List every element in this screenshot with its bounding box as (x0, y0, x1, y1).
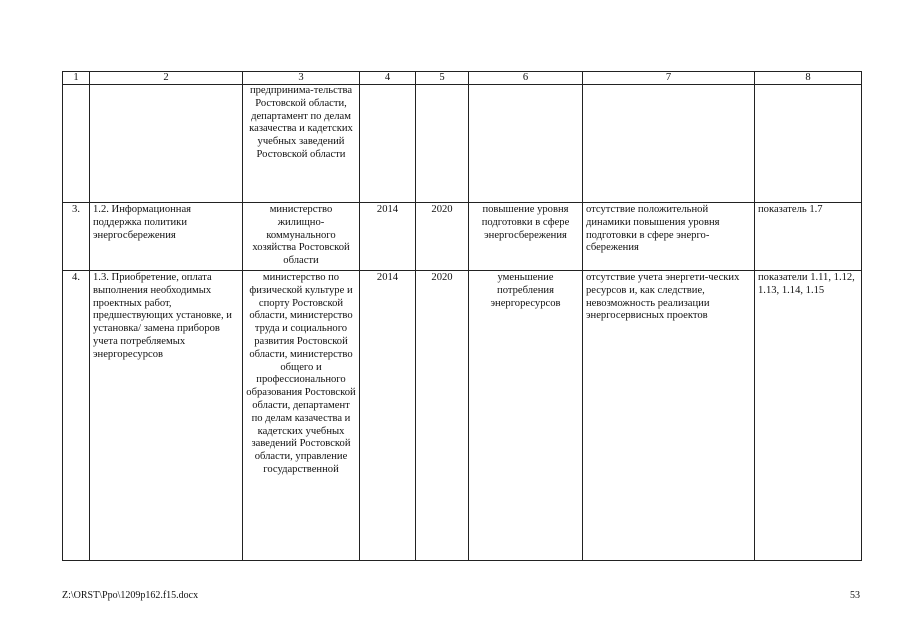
measure-name: 1.2. Информационная поддержка политики энергосбережения (90, 203, 243, 271)
expected-result (469, 85, 583, 203)
related-indicator: показатель 1.7 (755, 203, 862, 271)
col-header-6: 6 (469, 72, 583, 85)
expected-result: уменьшение потребления энергоресурсов (469, 271, 583, 561)
table-row (63, 203, 862, 271)
row-number: 3. (63, 203, 90, 271)
related-indicator: показатели 1.11, 1.12, 1.13, 1.14, 1.15 (755, 271, 862, 561)
expected-result: повышение уровня подготовки в сфере энергосбережения (469, 203, 583, 271)
col-header-4: 4 (360, 72, 416, 85)
col-header-2: 2 (90, 72, 243, 85)
executor: министерство жилищно-коммунального хозяйства Ростовской области (243, 203, 360, 271)
related-indicator (755, 85, 862, 203)
plan-table (62, 71, 862, 561)
measure-name (90, 85, 243, 203)
footer-file-path: Z:\ORST\Ppo\1209p162.f15.docx (62, 590, 199, 601)
col-header-7: 7 (583, 72, 755, 85)
start-year (360, 85, 416, 203)
col-header-3: 3 (243, 72, 360, 85)
end-year (416, 85, 469, 203)
row-number: 4. (63, 271, 90, 561)
non-implementation-consequence: отсутствие учета энергети-ческих ресурсов и, как следствие, невозможность реализации энергосервисных проектов (583, 271, 755, 561)
executor: предпринима-тельства Ростовской области, департамент по делам казачества и кадетских учебных заведений Ростовской области (243, 85, 360, 203)
end-year: 2020 (416, 203, 469, 271)
table-row (63, 85, 862, 203)
col-header-5: 5 (416, 72, 469, 85)
non-implementation-consequence: отсутствие положительной динамики повышения уровня подготовки в сфере энерго-сбережения (583, 203, 755, 271)
page-number: 53 (850, 590, 860, 601)
measure-name: 1.3. Приобретение, оплата выполнения необходимых проектных работ, предшествующих установке, и установка/ замена приборов учета потребляемых энергоресурсов (90, 271, 243, 561)
executor: министерство по физической культуре и спорту Ростовской области, министерство труда и социального развития Ростовской области, министерство общего и профессионального образования Ростовской области, департамент по делам казачества и кадетских учебных заведений Ростовской области, управление государственной (243, 271, 360, 561)
start-year: 2014 (360, 271, 416, 561)
start-year: 2014 (360, 203, 416, 271)
table-row (63, 271, 862, 561)
col-header-1: 1 (63, 72, 90, 85)
col-header-8: 8 (755, 72, 862, 85)
end-year: 2020 (416, 271, 469, 561)
column-number-row (63, 72, 862, 85)
row-number (63, 85, 90, 203)
non-implementation-consequence (583, 85, 755, 203)
